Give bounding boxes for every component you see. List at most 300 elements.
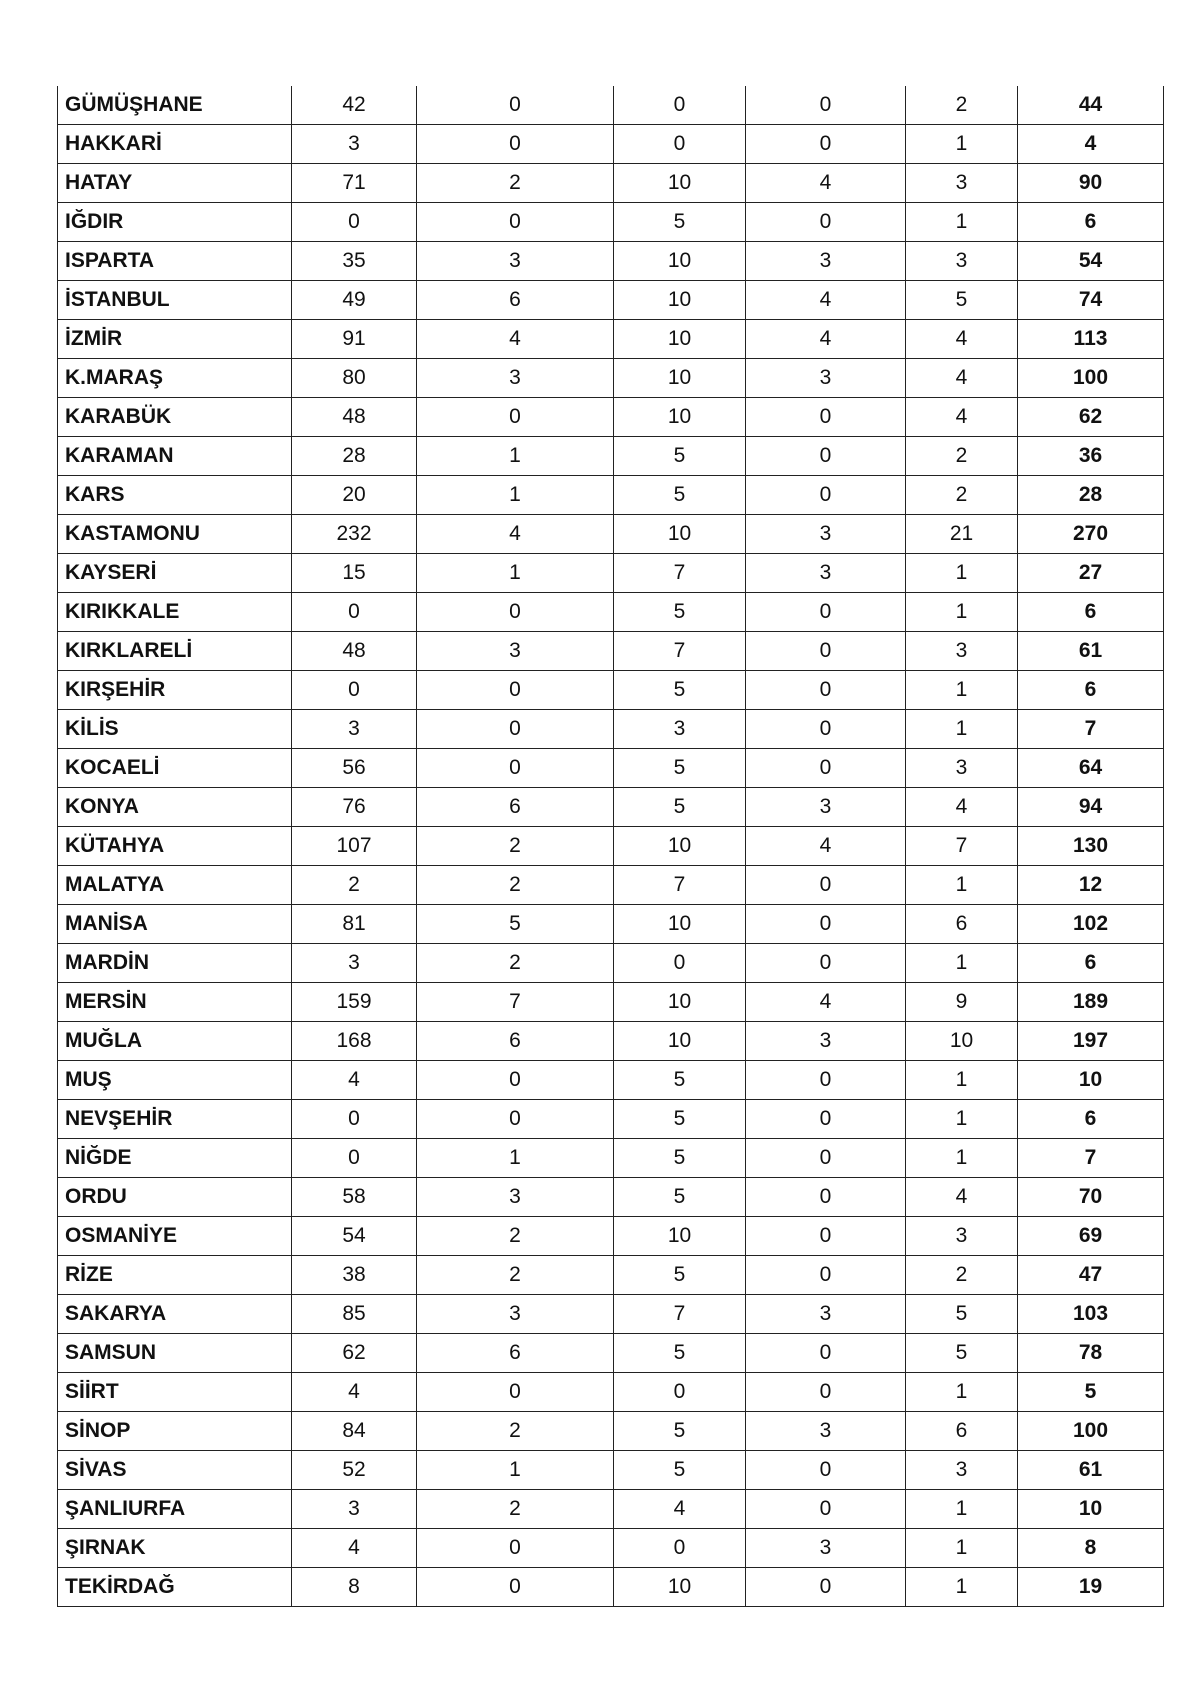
value-col-5-cell: 6 — [906, 905, 1018, 944]
value-col-3-cell: 5 — [614, 1334, 746, 1373]
total-cell: 27 — [1018, 554, 1164, 593]
city-name-cell: RİZE — [58, 1256, 292, 1295]
total-cell: 103 — [1018, 1295, 1164, 1334]
value-col-4-cell: 0 — [746, 710, 906, 749]
value-col-4-cell: 0 — [746, 905, 906, 944]
table-row — [58, 632, 1164, 671]
table-row — [58, 554, 1164, 593]
value-col-1-cell: 20 — [292, 476, 417, 515]
table-row — [58, 86, 1164, 125]
value-col-2-cell: 0 — [417, 1061, 614, 1100]
city-name-cell: NEVŞEHİR — [58, 1100, 292, 1139]
value-col-5-cell: 4 — [906, 788, 1018, 827]
table-row — [58, 1490, 1164, 1529]
value-col-3-cell: 0 — [614, 944, 746, 983]
total-cell: 10 — [1018, 1061, 1164, 1100]
table-row — [58, 1412, 1164, 1451]
value-col-1-cell: 35 — [292, 242, 417, 281]
total-cell: 100 — [1018, 1412, 1164, 1451]
value-col-3-cell: 10 — [614, 1217, 746, 1256]
city-name-cell: IĞDIR — [58, 203, 292, 242]
total-cell: 6 — [1018, 593, 1164, 632]
table-row — [58, 281, 1164, 320]
value-col-4-cell: 4 — [746, 320, 906, 359]
total-cell: 62 — [1018, 398, 1164, 437]
value-col-3-cell: 10 — [614, 1568, 746, 1607]
total-cell: 70 — [1018, 1178, 1164, 1217]
table-row — [58, 1139, 1164, 1178]
total-cell: 8 — [1018, 1529, 1164, 1568]
table-row — [58, 1217, 1164, 1256]
value-col-2-cell: 6 — [417, 1334, 614, 1373]
value-col-3-cell: 10 — [614, 983, 746, 1022]
city-name-cell: SİİRT — [58, 1373, 292, 1412]
value-col-3-cell: 5 — [614, 749, 746, 788]
value-col-2-cell: 0 — [417, 86, 614, 125]
table-row — [58, 1100, 1164, 1139]
value-col-1-cell: 107 — [292, 827, 417, 866]
table-row — [58, 164, 1164, 203]
total-cell: 47 — [1018, 1256, 1164, 1295]
city-name-cell: OSMANİYE — [58, 1217, 292, 1256]
value-col-4-cell: 0 — [746, 125, 906, 164]
value-col-1-cell: 4 — [292, 1373, 417, 1412]
value-col-1-cell: 38 — [292, 1256, 417, 1295]
value-col-5-cell: 1 — [906, 554, 1018, 593]
table-row — [58, 827, 1164, 866]
value-col-5-cell: 3 — [906, 1451, 1018, 1490]
value-col-4-cell: 0 — [746, 593, 906, 632]
value-col-5-cell: 4 — [906, 1178, 1018, 1217]
city-name-cell: İZMİR — [58, 320, 292, 359]
value-col-5-cell: 1 — [906, 1100, 1018, 1139]
city-name-cell: KİLİS — [58, 710, 292, 749]
value-col-3-cell: 10 — [614, 320, 746, 359]
value-col-1-cell: 8 — [292, 1568, 417, 1607]
total-cell: 4 — [1018, 125, 1164, 164]
table-row — [58, 788, 1164, 827]
value-col-5-cell: 2 — [906, 86, 1018, 125]
value-col-1-cell: 85 — [292, 1295, 417, 1334]
value-col-5-cell: 2 — [906, 437, 1018, 476]
value-col-4-cell: 4 — [746, 983, 906, 1022]
value-col-3-cell: 10 — [614, 827, 746, 866]
value-col-3-cell: 10 — [614, 164, 746, 203]
table-row — [58, 515, 1164, 554]
value-col-3-cell: 3 — [614, 710, 746, 749]
city-name-cell: KARS — [58, 476, 292, 515]
value-col-1-cell: 0 — [292, 671, 417, 710]
value-col-2-cell: 0 — [417, 203, 614, 242]
value-col-3-cell: 10 — [614, 905, 746, 944]
value-col-4-cell: 3 — [746, 515, 906, 554]
value-col-5-cell: 5 — [906, 1334, 1018, 1373]
city-name-cell: MARDİN — [58, 944, 292, 983]
value-col-5-cell: 4 — [906, 359, 1018, 398]
value-col-2-cell: 1 — [417, 1451, 614, 1490]
city-name-cell: KIRŞEHİR — [58, 671, 292, 710]
table-row — [58, 1334, 1164, 1373]
table-row — [58, 1451, 1164, 1490]
table-row — [58, 320, 1164, 359]
value-col-5-cell: 1 — [906, 1568, 1018, 1607]
value-col-3-cell: 7 — [614, 632, 746, 671]
total-cell: 113 — [1018, 320, 1164, 359]
total-cell: 189 — [1018, 983, 1164, 1022]
value-col-3-cell: 0 — [614, 86, 746, 125]
value-col-4-cell: 3 — [746, 1529, 906, 1568]
value-col-4-cell: 0 — [746, 1139, 906, 1178]
value-col-2-cell: 0 — [417, 1529, 614, 1568]
value-col-5-cell: 1 — [906, 125, 1018, 164]
table-row — [58, 125, 1164, 164]
value-col-1-cell: 52 — [292, 1451, 417, 1490]
value-col-3-cell: 5 — [614, 1139, 746, 1178]
value-col-3-cell: 10 — [614, 242, 746, 281]
value-col-2-cell: 2 — [417, 164, 614, 203]
value-col-1-cell: 159 — [292, 983, 417, 1022]
value-col-5-cell: 2 — [906, 476, 1018, 515]
value-col-4-cell: 3 — [746, 554, 906, 593]
value-col-1-cell: 28 — [292, 437, 417, 476]
total-cell: 6 — [1018, 671, 1164, 710]
value-col-1-cell: 80 — [292, 359, 417, 398]
total-cell: 197 — [1018, 1022, 1164, 1061]
value-col-4-cell: 3 — [746, 242, 906, 281]
table-row — [58, 1256, 1164, 1295]
value-col-4-cell: 0 — [746, 476, 906, 515]
value-col-2-cell: 2 — [417, 1217, 614, 1256]
value-col-3-cell: 5 — [614, 1178, 746, 1217]
value-col-5-cell: 1 — [906, 710, 1018, 749]
city-name-cell: SAKARYA — [58, 1295, 292, 1334]
value-col-1-cell: 42 — [292, 86, 417, 125]
value-col-5-cell: 1 — [906, 671, 1018, 710]
table-row — [58, 1022, 1164, 1061]
total-cell: 54 — [1018, 242, 1164, 281]
city-name-cell: MALATYA — [58, 866, 292, 905]
city-name-cell: ŞANLIURFA — [58, 1490, 292, 1529]
value-col-2-cell: 0 — [417, 593, 614, 632]
value-col-5-cell: 10 — [906, 1022, 1018, 1061]
value-col-4-cell: 0 — [746, 1061, 906, 1100]
value-col-1-cell: 56 — [292, 749, 417, 788]
value-col-5-cell: 3 — [906, 164, 1018, 203]
value-col-3-cell: 5 — [614, 1451, 746, 1490]
table-row — [58, 476, 1164, 515]
city-name-cell: HATAY — [58, 164, 292, 203]
table-row — [58, 242, 1164, 281]
city-name-cell: K.MARAŞ — [58, 359, 292, 398]
value-col-4-cell: 0 — [746, 1256, 906, 1295]
value-col-2-cell: 5 — [417, 905, 614, 944]
value-col-3-cell: 5 — [614, 203, 746, 242]
value-col-1-cell: 0 — [292, 593, 417, 632]
value-col-2-cell: 1 — [417, 437, 614, 476]
value-col-2-cell: 3 — [417, 1295, 614, 1334]
value-col-4-cell: 0 — [746, 1568, 906, 1607]
value-col-4-cell: 0 — [746, 1451, 906, 1490]
value-col-2-cell: 0 — [417, 749, 614, 788]
value-col-5-cell: 1 — [906, 1139, 1018, 1178]
value-col-2-cell: 6 — [417, 788, 614, 827]
value-col-1-cell: 4 — [292, 1061, 417, 1100]
table-row — [58, 1061, 1164, 1100]
table-body — [58, 86, 1164, 1607]
total-cell: 130 — [1018, 827, 1164, 866]
city-name-cell: SİVAS — [58, 1451, 292, 1490]
value-col-2-cell: 2 — [417, 944, 614, 983]
value-col-1-cell: 3 — [292, 710, 417, 749]
value-col-5-cell: 1 — [906, 1061, 1018, 1100]
value-col-3-cell: 7 — [614, 866, 746, 905]
value-col-1-cell: 3 — [292, 125, 417, 164]
value-col-5-cell: 1 — [906, 1373, 1018, 1412]
city-name-cell: KASTAMONU — [58, 515, 292, 554]
value-col-1-cell: 81 — [292, 905, 417, 944]
value-col-5-cell: 4 — [906, 398, 1018, 437]
value-col-5-cell: 9 — [906, 983, 1018, 1022]
city-name-cell: MERSİN — [58, 983, 292, 1022]
value-col-3-cell: 10 — [614, 398, 746, 437]
value-col-3-cell: 5 — [614, 437, 746, 476]
table-row — [58, 1529, 1164, 1568]
total-cell: 78 — [1018, 1334, 1164, 1373]
value-col-4-cell: 3 — [746, 359, 906, 398]
city-name-cell: KAYSERİ — [58, 554, 292, 593]
value-col-5-cell: 1 — [906, 203, 1018, 242]
value-col-2-cell: 4 — [417, 515, 614, 554]
value-col-3-cell: 5 — [614, 593, 746, 632]
city-name-cell: SAMSUN — [58, 1334, 292, 1373]
value-col-2-cell: 3 — [417, 242, 614, 281]
city-name-cell: KARAMAN — [58, 437, 292, 476]
value-col-2-cell: 0 — [417, 710, 614, 749]
total-cell: 12 — [1018, 866, 1164, 905]
value-col-5-cell: 1 — [906, 1529, 1018, 1568]
value-col-2-cell: 4 — [417, 320, 614, 359]
city-name-cell: İSTANBUL — [58, 281, 292, 320]
value-col-4-cell: 0 — [746, 86, 906, 125]
total-cell: 6 — [1018, 944, 1164, 983]
city-name-cell: KARABÜK — [58, 398, 292, 437]
value-col-1-cell: 48 — [292, 632, 417, 671]
table-row — [58, 1373, 1164, 1412]
table-row — [58, 866, 1164, 905]
value-col-2-cell: 6 — [417, 281, 614, 320]
city-name-cell: HAKKARİ — [58, 125, 292, 164]
total-cell: 61 — [1018, 1451, 1164, 1490]
total-cell: 6 — [1018, 203, 1164, 242]
value-col-1-cell: 3 — [292, 944, 417, 983]
value-col-4-cell: 0 — [746, 866, 906, 905]
total-cell: 10 — [1018, 1490, 1164, 1529]
value-col-5-cell: 3 — [906, 632, 1018, 671]
value-col-3-cell: 5 — [614, 1100, 746, 1139]
value-col-4-cell: 0 — [746, 1334, 906, 1373]
value-col-5-cell: 2 — [906, 1256, 1018, 1295]
table-row — [58, 437, 1164, 476]
city-name-cell: SİNOP — [58, 1412, 292, 1451]
table-row — [58, 749, 1164, 788]
table-row — [58, 398, 1164, 437]
value-col-4-cell: 3 — [746, 1022, 906, 1061]
city-name-cell: KIRIKKALE — [58, 593, 292, 632]
value-col-3-cell: 5 — [614, 1412, 746, 1451]
value-col-5-cell: 6 — [906, 1412, 1018, 1451]
value-col-3-cell: 10 — [614, 515, 746, 554]
value-col-4-cell: 0 — [746, 671, 906, 710]
value-col-5-cell: 5 — [906, 281, 1018, 320]
city-name-cell: KÜTAHYA — [58, 827, 292, 866]
value-col-4-cell: 0 — [746, 437, 906, 476]
value-col-4-cell: 0 — [746, 1178, 906, 1217]
total-cell: 69 — [1018, 1217, 1164, 1256]
total-cell: 64 — [1018, 749, 1164, 788]
value-col-2-cell: 0 — [417, 1568, 614, 1607]
city-name-cell: KOCAELİ — [58, 749, 292, 788]
value-col-1-cell: 84 — [292, 1412, 417, 1451]
value-col-2-cell: 2 — [417, 866, 614, 905]
value-col-5-cell: 3 — [906, 242, 1018, 281]
city-name-cell: KONYA — [58, 788, 292, 827]
value-col-4-cell: 3 — [746, 1295, 906, 1334]
total-cell: 6 — [1018, 1100, 1164, 1139]
value-col-3-cell: 5 — [614, 671, 746, 710]
value-col-3-cell: 5 — [614, 476, 746, 515]
total-cell: 44 — [1018, 86, 1164, 125]
table-row — [58, 983, 1164, 1022]
value-col-5-cell: 3 — [906, 1217, 1018, 1256]
value-col-4-cell: 0 — [746, 1373, 906, 1412]
table-row — [58, 359, 1164, 398]
value-col-4-cell: 0 — [746, 1100, 906, 1139]
value-col-2-cell: 0 — [417, 125, 614, 164]
value-col-4-cell: 4 — [746, 164, 906, 203]
value-col-3-cell: 5 — [614, 1256, 746, 1295]
value-col-5-cell: 3 — [906, 749, 1018, 788]
city-name-cell: KIRKLARELİ — [58, 632, 292, 671]
value-col-3-cell: 0 — [614, 125, 746, 164]
value-col-4-cell: 0 — [746, 944, 906, 983]
value-col-4-cell: 3 — [746, 788, 906, 827]
value-col-2-cell: 0 — [417, 1100, 614, 1139]
table-row — [58, 671, 1164, 710]
total-cell: 7 — [1018, 1139, 1164, 1178]
total-cell: 5 — [1018, 1373, 1164, 1412]
total-cell: 7 — [1018, 710, 1164, 749]
value-col-2-cell: 1 — [417, 476, 614, 515]
value-col-5-cell: 1 — [906, 593, 1018, 632]
value-col-1-cell: 0 — [292, 203, 417, 242]
value-col-4-cell: 0 — [746, 749, 906, 788]
city-name-cell: MUŞ — [58, 1061, 292, 1100]
value-col-2-cell: 1 — [417, 554, 614, 593]
value-col-3-cell: 0 — [614, 1529, 746, 1568]
value-col-2-cell: 3 — [417, 632, 614, 671]
value-col-2-cell: 2 — [417, 1490, 614, 1529]
total-cell: 74 — [1018, 281, 1164, 320]
value-col-4-cell: 4 — [746, 281, 906, 320]
total-cell: 94 — [1018, 788, 1164, 827]
value-col-5-cell: 4 — [906, 320, 1018, 359]
value-col-1-cell: 62 — [292, 1334, 417, 1373]
total-cell: 28 — [1018, 476, 1164, 515]
value-col-4-cell: 3 — [746, 1412, 906, 1451]
value-col-2-cell: 7 — [417, 983, 614, 1022]
value-col-3-cell: 10 — [614, 281, 746, 320]
value-col-1-cell: 49 — [292, 281, 417, 320]
value-col-5-cell: 7 — [906, 827, 1018, 866]
value-col-1-cell: 58 — [292, 1178, 417, 1217]
total-cell: 61 — [1018, 632, 1164, 671]
table-row — [58, 944, 1164, 983]
city-name-cell: ŞIRNAK — [58, 1529, 292, 1568]
city-name-cell: MUĞLA — [58, 1022, 292, 1061]
value-col-3-cell: 10 — [614, 359, 746, 398]
value-col-2-cell: 3 — [417, 359, 614, 398]
total-cell: 102 — [1018, 905, 1164, 944]
city-name-cell: MANİSA — [58, 905, 292, 944]
value-col-1-cell: 48 — [292, 398, 417, 437]
value-col-5-cell: 1 — [906, 866, 1018, 905]
value-col-2-cell: 6 — [417, 1022, 614, 1061]
total-cell: 36 — [1018, 437, 1164, 476]
total-cell: 270 — [1018, 515, 1164, 554]
city-name-cell: NİĞDE — [58, 1139, 292, 1178]
value-col-2-cell: 2 — [417, 1412, 614, 1451]
value-col-1-cell: 15 — [292, 554, 417, 593]
value-col-5-cell: 1 — [906, 1490, 1018, 1529]
city-name-cell: ISPARTA — [58, 242, 292, 281]
table-row — [58, 905, 1164, 944]
value-col-2-cell: 2 — [417, 827, 614, 866]
value-col-4-cell: 0 — [746, 203, 906, 242]
value-col-4-cell: 4 — [746, 827, 906, 866]
value-col-3-cell: 0 — [614, 1373, 746, 1412]
city-name-cell: TEKİRDAĞ — [58, 1568, 292, 1607]
value-col-1-cell: 76 — [292, 788, 417, 827]
value-col-1-cell: 54 — [292, 1217, 417, 1256]
table-row — [58, 203, 1164, 242]
value-col-2-cell: 0 — [417, 1373, 614, 1412]
value-col-2-cell: 2 — [417, 1256, 614, 1295]
value-col-1-cell: 232 — [292, 515, 417, 554]
value-col-3-cell: 4 — [614, 1490, 746, 1529]
total-cell: 90 — [1018, 164, 1164, 203]
value-col-5-cell: 21 — [906, 515, 1018, 554]
value-col-2-cell: 3 — [417, 1178, 614, 1217]
value-col-1-cell: 71 — [292, 164, 417, 203]
value-col-1-cell: 168 — [292, 1022, 417, 1061]
value-col-2-cell: 1 — [417, 1139, 614, 1178]
value-col-4-cell: 0 — [746, 398, 906, 437]
province-data-table — [57, 86, 1164, 1607]
value-col-2-cell: 0 — [417, 671, 614, 710]
city-name-cell: GÜMÜŞHANE — [58, 86, 292, 125]
table-row — [58, 593, 1164, 632]
value-col-3-cell: 7 — [614, 1295, 746, 1334]
value-col-1-cell: 2 — [292, 866, 417, 905]
value-col-1-cell: 91 — [292, 320, 417, 359]
value-col-3-cell: 10 — [614, 1022, 746, 1061]
value-col-4-cell: 0 — [746, 1490, 906, 1529]
table-row — [58, 1295, 1164, 1334]
value-col-1-cell: 4 — [292, 1529, 417, 1568]
value-col-4-cell: 0 — [746, 632, 906, 671]
value-col-5-cell: 1 — [906, 944, 1018, 983]
city-name-cell: ORDU — [58, 1178, 292, 1217]
